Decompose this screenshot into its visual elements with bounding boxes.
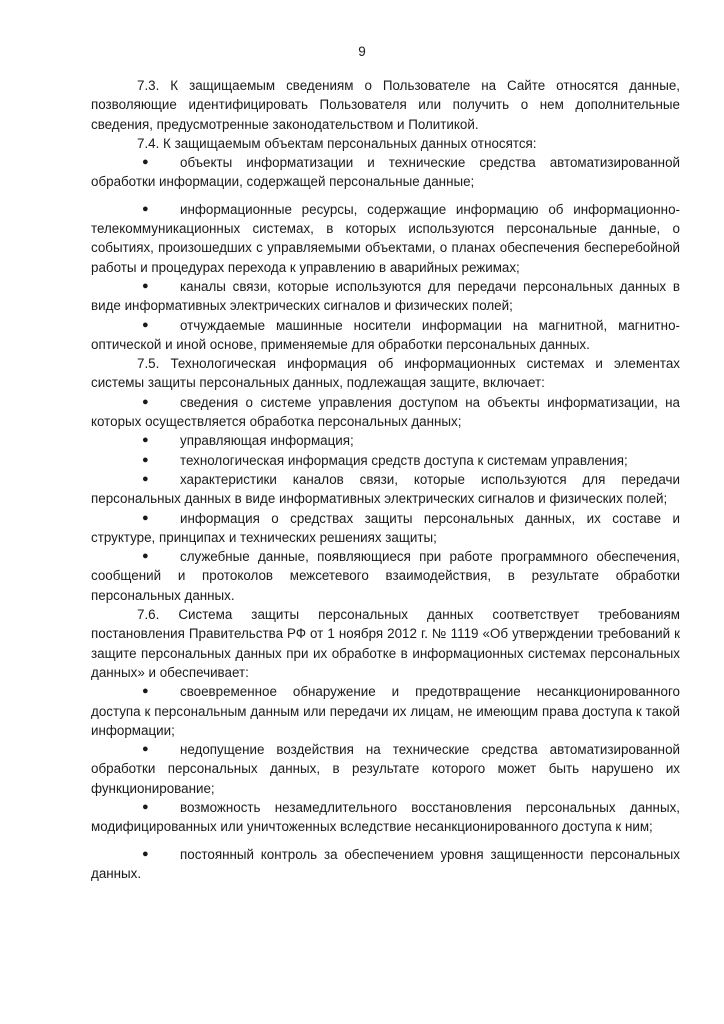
list-item: ● технологическая информация средств доступа к системам управления; — [91, 451, 680, 470]
list-item: ● каналы связи, которые используются для передачи персональных данных в виде информативных электрических сигналов и физических полей; — [91, 278, 680, 314]
bullet-icon: ● — [142, 453, 149, 466]
list-item: ● объекты информатизации и технические средства автоматизированной обработки информации, содержащей персональные данные; — [91, 155, 680, 190]
bullet-icon: ● — [142, 202, 149, 215]
list-item: ● характеристики каналов связи, которые используются для передачи персональных данных в виде информативных электрических сигналов и физических полей; — [91, 471, 680, 507]
bullet-icon: ● — [142, 847, 149, 860]
bullet-icon: ● — [142, 550, 149, 563]
bullet-icon: ● — [142, 685, 149, 698]
bullet-icon: ● — [142, 743, 149, 756]
list-item: ● информационные ресурсы, содержащие информацию об информационно-телекоммуникационных системах, в которых используются персональные данные, о событиях, произошедших с управляемыми объектами, о планах обеспечения бесперебойной работы и процедурах перехода к управлению в аварийных режимах; — [91, 201, 680, 275]
paragraph-7-6: 7.6. Система защиты персональных данных соответствует требованиям постановления Правительства РФ от 1 ноября 2012 г. № 1119 «Об утверждении требований к защите персональных данных при их обработке в информационных системах персональных данных» и обеспечивает: — [91, 607, 680, 680]
list-item: ● сведения о системе управления доступом на объекты информатизации, на которых осуществляется обработка персональных данных; — [91, 394, 680, 430]
paragraph-7-5: 7.5. Технологическая информация об информационных системах и элементах системы защиты персональных данных, подлежащая защите, включает: — [91, 356, 680, 391]
list-item: ● недопущение воздействия на технические средства автоматизированной обработки персональных данных, в результате которого может быть нарушено их функционирование; — [91, 742, 680, 796]
list-item: ● своевременное обнаружение и предотвращение несанкционированного доступа к персональным данным или передачи их лицам, не имеющим права доступа к такой информации; — [91, 684, 680, 738]
bullet-icon: ● — [142, 472, 149, 485]
document-body — [91, 76, 680, 883]
bullet-icon: ● — [142, 318, 149, 331]
bullet-icon: ● — [142, 434, 149, 447]
list-item: ● постоянный контроль за обеспечением уровня защищенности персональных данных. — [91, 846, 680, 881]
paragraph-7-3: 7.3. К защищаемым сведениям о Пользователе на Сайте относятся данные, позволяющие идентифицировать Пользователя или получить о нем дополнительные сведения, предусмотренные законодательством и Политикой. — [91, 78, 680, 132]
list-item: ● служебные данные, появляющиеся при работе программного обеспечения, сообщений и протоколов межсетевого взаимодействия, в результате обработки персональных данных. — [91, 549, 680, 603]
list-item: ● отчуждаемые машинные носители информации на магнитной, магнитно-оптической и иной основе, применяемые для обработки персональных данных. — [91, 317, 680, 352]
bullet-icon: ● — [142, 395, 149, 408]
bullet-icon: ● — [142, 279, 149, 292]
paragraph-7-4: 7.4. К защищаемым объектам персональных данных относятся: — [137, 135, 537, 151]
list-item: ● информация о средствах защиты персональных данных, их составе и структуре, принципах и технических решениях защиты; — [91, 510, 680, 545]
list-item: ● управляющая информация; — [91, 431, 680, 450]
bullet-icon: ● — [142, 511, 149, 524]
list-item: ● возможность незамедлительного восстановления персональных данных, модифицированных или уничтоженных вследствие несанкционированного доступа к ним; — [91, 799, 680, 835]
bullet-icon: ● — [142, 800, 149, 813]
bullet-icon: ● — [142, 156, 149, 169]
page-number: 9 — [358, 44, 366, 59]
